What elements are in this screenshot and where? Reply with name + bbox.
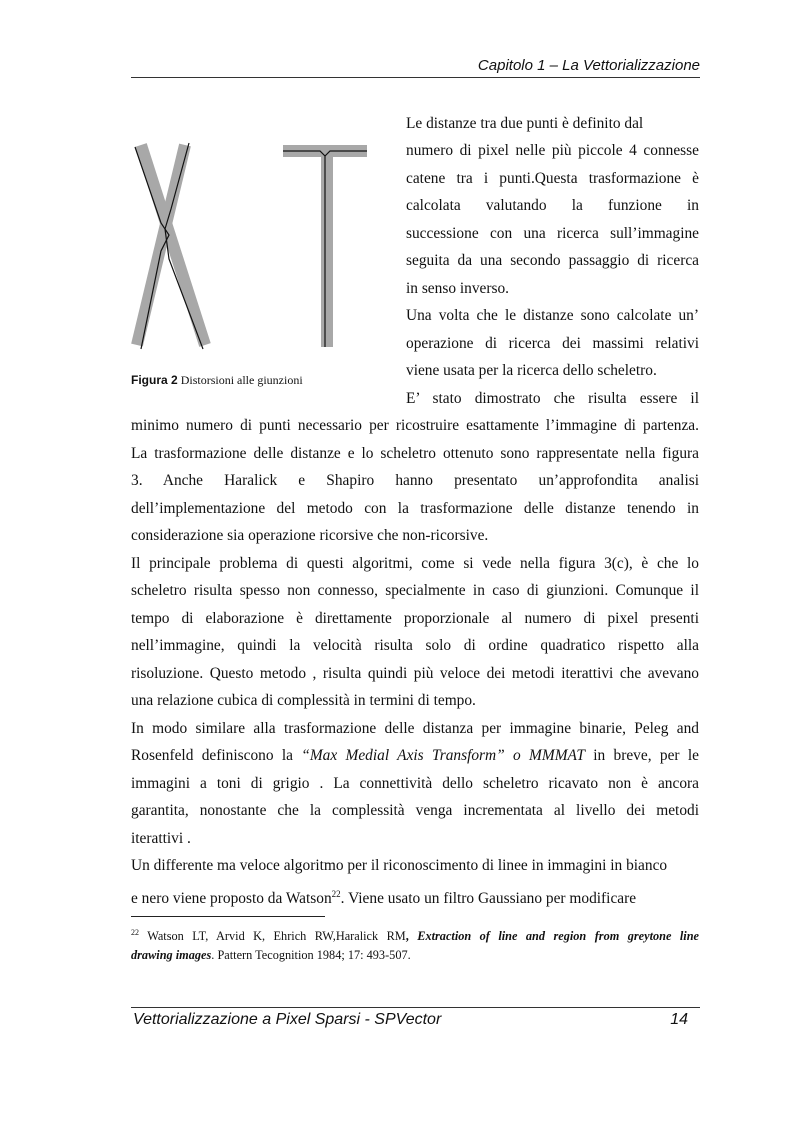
paragraph-line: garantita, nonostante che la complessità venga incrementata al livello dei metodi <box>131 802 699 819</box>
footnote-ref[interactable]: 22 <box>331 889 341 899</box>
paragraph-line: immagini a toni di grigio . La connettività dello scheletro ricavato non è ancora <box>131 775 699 792</box>
text-run: in breve, per le <box>584 747 699 764</box>
text-run: Rosenfeld definiscono la <box>131 747 302 764</box>
paragraph-line <box>131 884 636 909</box>
footnote-authors: Watson LT, Arvid K, Ehrich RW,Haralick RM <box>139 929 406 944</box>
italic-term: “Max Medial Axis Transform” o MMMAT <box>301 747 585 764</box>
figure-2-illustration <box>125 133 375 358</box>
paragraph-line <box>131 746 699 766</box>
paragraph-line: Le distanze tra due punti è definito dal <box>406 115 644 132</box>
figure-label: Figura 2 <box>131 373 178 387</box>
footer-rule <box>131 1007 700 1008</box>
running-header: Capitolo 1 – La Vettorializzazione <box>477 57 700 74</box>
figure-caption-text: Distorsioni alle giunzioni <box>180 373 303 387</box>
paragraph-line: tempo di elaborazione è direttamente proporzionale al numero di pixel presenti <box>131 610 699 627</box>
paragraph-line: risoluzione. Questo metodo , risulta quindi più veloce dei metodi iterattivi che avevano <box>131 665 699 682</box>
paragraph-line: Un differente ma veloce algoritmo per il riconoscimento di linee in immagini in bianco <box>131 857 668 874</box>
paragraph-line: operazione di ricerca dei massimi relativi <box>406 335 699 352</box>
paragraph-line: in senso inverso. <box>406 280 510 297</box>
footnote-line <box>131 925 699 944</box>
footnote-rest: . Pattern Tecognition 1984; 17: 493-507. <box>211 948 411 962</box>
footnote-title-cont: drawing images <box>131 948 212 962</box>
paragraph-line: successione con una ricerca sull’immagine <box>406 225 699 242</box>
paragraph-line: considerazione sia operazione ricorsive che non-ricorsive. <box>131 527 489 544</box>
paragraph-line: E’ stato dimostrato che risulta essere il <box>406 390 699 407</box>
paragraph-line: Il principale problema di questi algoritmi, come si vede nella figura 3(c), è che lo <box>131 555 699 572</box>
text-run: e nero viene proposto da Watson <box>131 890 332 908</box>
footnote-comma: , <box>405 929 418 944</box>
paragraph-line: minimo numero di punti necessario per ricostruire esattamente l’immagine di partenza. <box>131 417 699 434</box>
paragraph-line: seguita da una secondo passaggio di ricerca <box>406 252 699 269</box>
page-number: 14 <box>670 1011 688 1028</box>
paragraph-line: iterattivi . <box>131 830 191 847</box>
paragraph-line: Una volta che le distanze sono calcolate un’ <box>406 307 699 324</box>
footnote-line <box>131 947 411 963</box>
paragraph-line: dell’implementazione del metodo con la trasformazione delle distanze tenendo in <box>131 500 699 517</box>
footnote-number: 22 <box>131 928 139 937</box>
paragraph-line: nell’immagine, quindi la velocità risulta solo di ordine quadratico rispetto alla <box>131 637 699 654</box>
footnote-rule <box>131 916 325 917</box>
paragraph-line: In modo similare alla trasformazione delle distanza per immagine binarie, Peleg and <box>131 720 699 737</box>
text-run: . Viene usato un filtro Gaussiano per modificare <box>340 890 637 908</box>
paragraph-line: numero di pixel nelle più piccole 4 connesse <box>406 142 699 159</box>
paragraph-line: una relazione cubica di complessità in termini di tempo. <box>131 692 476 709</box>
paragraph-line: La trasformazione delle distanze e lo scheletro ottenuto sono rappresentate nella figura <box>131 445 699 462</box>
footer-title: Vettorializzazione a Pixel Sparsi - SPVector <box>133 1011 442 1028</box>
paragraph-line: catene tra i punti.Questa trasformazione è <box>406 170 699 187</box>
paragraph-line: viene usata per la ricerca dello scheletro. <box>406 362 657 379</box>
footnote-title: Extraction of line and region from greytone line <box>417 929 699 944</box>
paragraph-line: calcolata valutando la funzione in <box>406 197 699 214</box>
figure-caption <box>131 373 303 388</box>
paragraph-line: scheletro risulta spesso non connesso, specialmente in caso di giunzioni. Comunque il <box>131 582 699 599</box>
paragraph-line: 3. Anche Haralick e Shapiro hanno presentato un’approfondita analisi <box>131 472 699 489</box>
header-rule <box>131 77 700 78</box>
t-shape <box>283 145 367 347</box>
x-shape <box>135 143 205 349</box>
